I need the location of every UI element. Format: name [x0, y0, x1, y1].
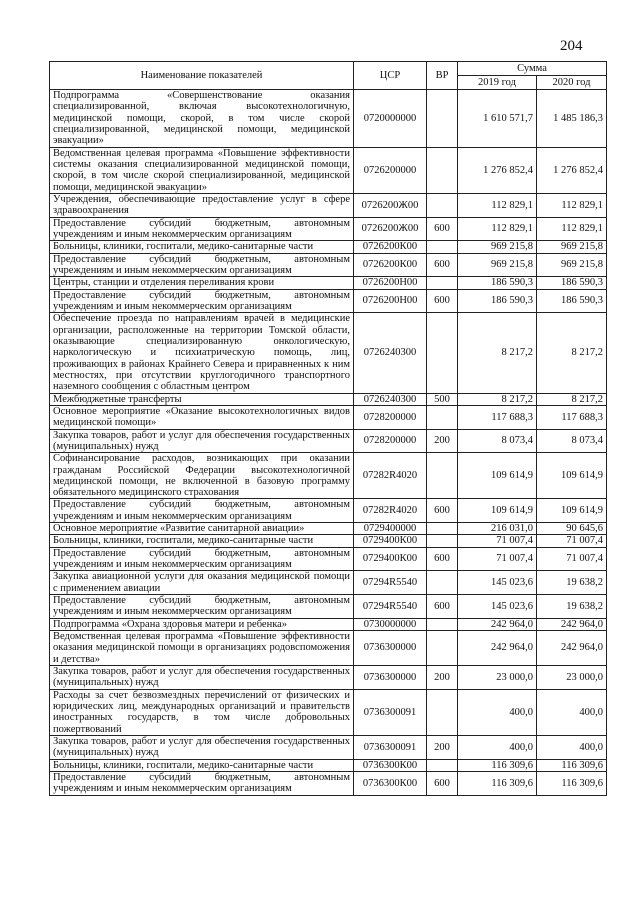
- row-csr: 0736300091: [354, 736, 427, 760]
- row-csr: 0720000000: [354, 90, 427, 148]
- row-vr: [427, 405, 458, 429]
- row-name: Предоставление субсидий бюджетным, автономным учреждениям и иным некоммерческим организациям: [50, 772, 354, 796]
- row-amount-2020: 400,0: [537, 689, 607, 735]
- row-name: Закупка товаров, работ и услуг для обеспечения государственных (муниципальных) нужд: [50, 736, 354, 760]
- row-vr: 600: [427, 499, 458, 523]
- row-csr: 0726240300: [354, 313, 427, 393]
- row-name: Межбюджетные трансферты: [50, 393, 354, 405]
- row-amount-2020: 23 000,0: [537, 666, 607, 690]
- row-amount-2019: 216 031,0: [458, 523, 537, 535]
- row-amount-2019: 71 007,4: [458, 547, 537, 571]
- row-csr: 07294R5540: [354, 571, 427, 595]
- row-amount-2019: 1 276 852,4: [458, 147, 537, 193]
- row-vr: [427, 313, 458, 393]
- table-header: [50, 62, 607, 90]
- table-row: [50, 453, 607, 499]
- table-row: [50, 393, 607, 405]
- row-name: Подпрограмма «Совершенствование оказания специализированной, включая высокотехнологичную, медицинской помощи, скорой, в том числе скорой специализированной, медицинской помощи, медицинской эвакуации»: [50, 90, 354, 148]
- table-row: [50, 147, 607, 193]
- row-amount-2020: 116 309,6: [537, 772, 607, 796]
- row-amount-2020: 242 964,0: [537, 631, 607, 666]
- row-amount-2020: 8 217,2: [537, 393, 607, 405]
- row-vr: [427, 453, 458, 499]
- row-csr: 0736300К00: [354, 772, 427, 796]
- row-name: Больницы, клиники, госпитали, медико-санитарные части: [50, 759, 354, 771]
- row-csr: 0726200000: [354, 147, 427, 193]
- row-name: Софинансирование расходов, возникающих при оказании гражданам Российской Федерации высокотехнологичной медицинской помощи, не включенной в базовую программу обязательного медицинского страхования: [50, 453, 354, 499]
- row-amount-2020: 969 215,8: [537, 241, 607, 253]
- table-row: [50, 523, 607, 535]
- row-vr: [427, 689, 458, 735]
- row-amount-2019: 145 023,6: [458, 571, 537, 595]
- row-amount-2020: 112 829,1: [537, 217, 607, 241]
- row-csr: 0726200К00: [354, 241, 427, 253]
- row-vr: [427, 147, 458, 193]
- row-csr: 0729400К00: [354, 547, 427, 571]
- row-name: Подпрограмма «Охрана здоровья матери и ребенка»: [50, 618, 354, 630]
- row-vr: [427, 523, 458, 535]
- row-amount-2020: 1 485 186,3: [537, 90, 607, 148]
- table-row: [50, 429, 607, 453]
- row-name: Основное мероприятие «Развитие санитарной авиации»: [50, 523, 354, 535]
- row-vr: [427, 193, 458, 217]
- row-amount-2019: 969 215,8: [458, 253, 537, 277]
- row-amount-2019: 23 000,0: [458, 666, 537, 690]
- table-row: [50, 535, 607, 547]
- row-csr: 07294R5540: [354, 595, 427, 619]
- row-amount-2019: 400,0: [458, 736, 537, 760]
- row-amount-2020: 109 614,9: [537, 499, 607, 523]
- row-name: Предоставление субсидий бюджетным, автономным учреждениям и иным некоммерческим организациям: [50, 499, 354, 523]
- table-row: [50, 689, 607, 735]
- row-amount-2019: 8 217,2: [458, 313, 537, 393]
- table-row: [50, 595, 607, 619]
- row-amount-2020: 8 073,4: [537, 429, 607, 453]
- row-name: Учреждения, обеспечивающие предоставление услуг в сфере здравоохранения: [50, 193, 354, 217]
- row-amount-2020: 90 645,6: [537, 523, 607, 535]
- row-amount-2019: 1 610 571,7: [458, 90, 537, 148]
- header-name: Наименование показателей: [50, 62, 354, 90]
- header-sum: Сумма: [458, 62, 607, 76]
- table-row: [50, 772, 607, 796]
- row-amount-2019: 112 829,1: [458, 217, 537, 241]
- row-csr: 0726200Н00: [354, 289, 427, 313]
- table-row: [50, 217, 607, 241]
- row-name: Обеспечение проезда по направлениям врачей в медицинские организации, расположенные на территории Томской области, оказывающие специализированную онкологическую, наркологическую и психиатрическую помощь, лиц, проживающих в районах Крайнего Севера и приравненных к ним местностях, при отсутствии круглогодичного транспортного наземного сообщения с областным центром: [50, 313, 354, 393]
- row-name: Ведомственная целевая программа «Повышение эффективности оказания медицинской помощи в организациях родовспоможения и детства»: [50, 631, 354, 666]
- row-name: Предоставление субсидий бюджетным, автономным учреждениям и иным некоммерческим организациям: [50, 217, 354, 241]
- row-amount-2019: 112 829,1: [458, 193, 537, 217]
- row-amount-2020: 186 590,3: [537, 289, 607, 313]
- row-csr: 0730000000: [354, 618, 427, 630]
- row-name: Больницы, клиники, госпитали, медико-санитарные части: [50, 535, 354, 547]
- row-amount-2019: 116 309,6: [458, 759, 537, 771]
- row-amount-2020: 116 309,6: [537, 759, 607, 771]
- row-amount-2019: 400,0: [458, 689, 537, 735]
- row-csr: 0728200000: [354, 429, 427, 453]
- row-vr: [427, 535, 458, 547]
- row-amount-2019: 71 007,4: [458, 535, 537, 547]
- row-vr: [427, 759, 458, 771]
- row-amount-2019: 242 964,0: [458, 618, 537, 630]
- row-vr: 600: [427, 547, 458, 571]
- row-name: Закупка товаров, работ и услуг для обеспечения государственных (муниципальных) нужд: [50, 666, 354, 690]
- row-amount-2019: 116 309,6: [458, 772, 537, 796]
- row-amount-2019: 109 614,9: [458, 499, 537, 523]
- row-amount-2019: 242 964,0: [458, 631, 537, 666]
- row-vr: 200: [427, 429, 458, 453]
- row-amount-2019: 109 614,9: [458, 453, 537, 499]
- row-name: Основное мероприятие «Оказание высокотехнологичных видов медицинской помощи»: [50, 405, 354, 429]
- row-name: Расходы за счет безвозмездных перечислений от физических и юридических лиц, международных организаций и правительств иностранных государств, в том числе добровольных пожертвований: [50, 689, 354, 735]
- row-csr: 0728200000: [354, 405, 427, 429]
- row-amount-2020: 8 217,2: [537, 313, 607, 393]
- row-amount-2020: 112 829,1: [537, 193, 607, 217]
- table-row: [50, 253, 607, 277]
- row-vr: 200: [427, 666, 458, 690]
- row-csr: 0726200Н00: [354, 277, 427, 289]
- row-amount-2019: 186 590,3: [458, 277, 537, 289]
- row-vr: [427, 618, 458, 630]
- table-row: [50, 313, 607, 393]
- row-vr: [427, 277, 458, 289]
- row-name: Предоставление субсидий бюджетным, автономным учреждениям и иным некоммерческим организациям: [50, 289, 354, 313]
- page-number: 204: [560, 38, 583, 54]
- table-row: [50, 547, 607, 571]
- table-row: [50, 759, 607, 771]
- table-row: [50, 277, 607, 289]
- row-vr: [427, 241, 458, 253]
- row-name: Предоставление субсидий бюджетным, автономным учреждениям и иным некоммерческим организациям: [50, 253, 354, 277]
- row-vr: 200: [427, 736, 458, 760]
- row-vr: [427, 631, 458, 666]
- row-csr: 0726200Ж00: [354, 217, 427, 241]
- budget-table: [49, 61, 607, 796]
- row-name: Больницы, клиники, госпитали, медико-санитарные части: [50, 241, 354, 253]
- row-amount-2020: 117 688,3: [537, 405, 607, 429]
- row-name: Центры, станции и отделения переливания крови: [50, 277, 354, 289]
- row-amount-2020: 186 590,3: [537, 277, 607, 289]
- row-amount-2020: 242 964,0: [537, 618, 607, 630]
- row-csr: 07282R4020: [354, 499, 427, 523]
- row-name: Ведомственная целевая программа «Повышение эффективности системы оказания специализированной медицинской помощи, скорой, в том числе скорой специализированной, медицинской помощи, медицинской эвакуации»: [50, 147, 354, 193]
- table-row: [50, 405, 607, 429]
- row-vr: 600: [427, 595, 458, 619]
- row-amount-2019: 117 688,3: [458, 405, 537, 429]
- row-vr: 500: [427, 393, 458, 405]
- row-amount-2019: 969 215,8: [458, 241, 537, 253]
- row-amount-2020: 71 007,4: [537, 535, 607, 547]
- table-row: [50, 289, 607, 313]
- row-csr: 0729400К00: [354, 535, 427, 547]
- table-row: [50, 618, 607, 630]
- table-row: [50, 571, 607, 595]
- row-csr: 0736300000: [354, 666, 427, 690]
- row-amount-2019: 8 217,2: [458, 393, 537, 405]
- row-name: Закупка товаров, работ и услуг для обеспечения государственных (муниципальных) нужд: [50, 429, 354, 453]
- table-row: [50, 631, 607, 666]
- header-year-2019: 2019 год: [458, 76, 537, 90]
- row-csr: 0726240300: [354, 393, 427, 405]
- row-amount-2019: 186 590,3: [458, 289, 537, 313]
- table-row: [50, 736, 607, 760]
- row-vr: 600: [427, 772, 458, 796]
- table-row: [50, 241, 607, 253]
- row-vr: [427, 571, 458, 595]
- table-row: [50, 90, 607, 148]
- row-amount-2019: 145 023,6: [458, 595, 537, 619]
- row-amount-2020: 19 638,2: [537, 571, 607, 595]
- header-year-2020: 2020 год: [537, 76, 607, 90]
- row-name: Предоставление субсидий бюджетным, автономным учреждениям и иным некоммерческим организациям: [50, 595, 354, 619]
- table-row: [50, 499, 607, 523]
- row-csr: 0736300К00: [354, 759, 427, 771]
- row-amount-2020: 71 007,4: [537, 547, 607, 571]
- row-amount-2020: 1 276 852,4: [537, 147, 607, 193]
- row-csr: 0736300091: [354, 689, 427, 735]
- header-csr: ЦСР: [354, 62, 427, 90]
- row-vr: 600: [427, 289, 458, 313]
- row-csr: 0736300000: [354, 631, 427, 666]
- row-amount-2020: 400,0: [537, 736, 607, 760]
- row-csr: 0729400000: [354, 523, 427, 535]
- header-vr: ВР: [427, 62, 458, 90]
- row-amount-2020: 19 638,2: [537, 595, 607, 619]
- row-csr: 0726200К00: [354, 253, 427, 277]
- row-csr: 0726200Ж00: [354, 193, 427, 217]
- row-amount-2020: 969 215,8: [537, 253, 607, 277]
- row-amount-2020: 109 614,9: [537, 453, 607, 499]
- row-name: Предоставление субсидий бюджетным, автономным учреждениям и иным некоммерческим организациям: [50, 547, 354, 571]
- row-csr: 07282R4020: [354, 453, 427, 499]
- row-vr: 600: [427, 217, 458, 241]
- row-amount-2019: 8 073,4: [458, 429, 537, 453]
- row-name: Закупка авиационной услуги для оказания медицинской помощи с применением авиации: [50, 571, 354, 595]
- table-body: [50, 90, 607, 796]
- table-row: [50, 193, 607, 217]
- row-vr: [427, 90, 458, 148]
- table-row: [50, 666, 607, 690]
- row-vr: 600: [427, 253, 458, 277]
